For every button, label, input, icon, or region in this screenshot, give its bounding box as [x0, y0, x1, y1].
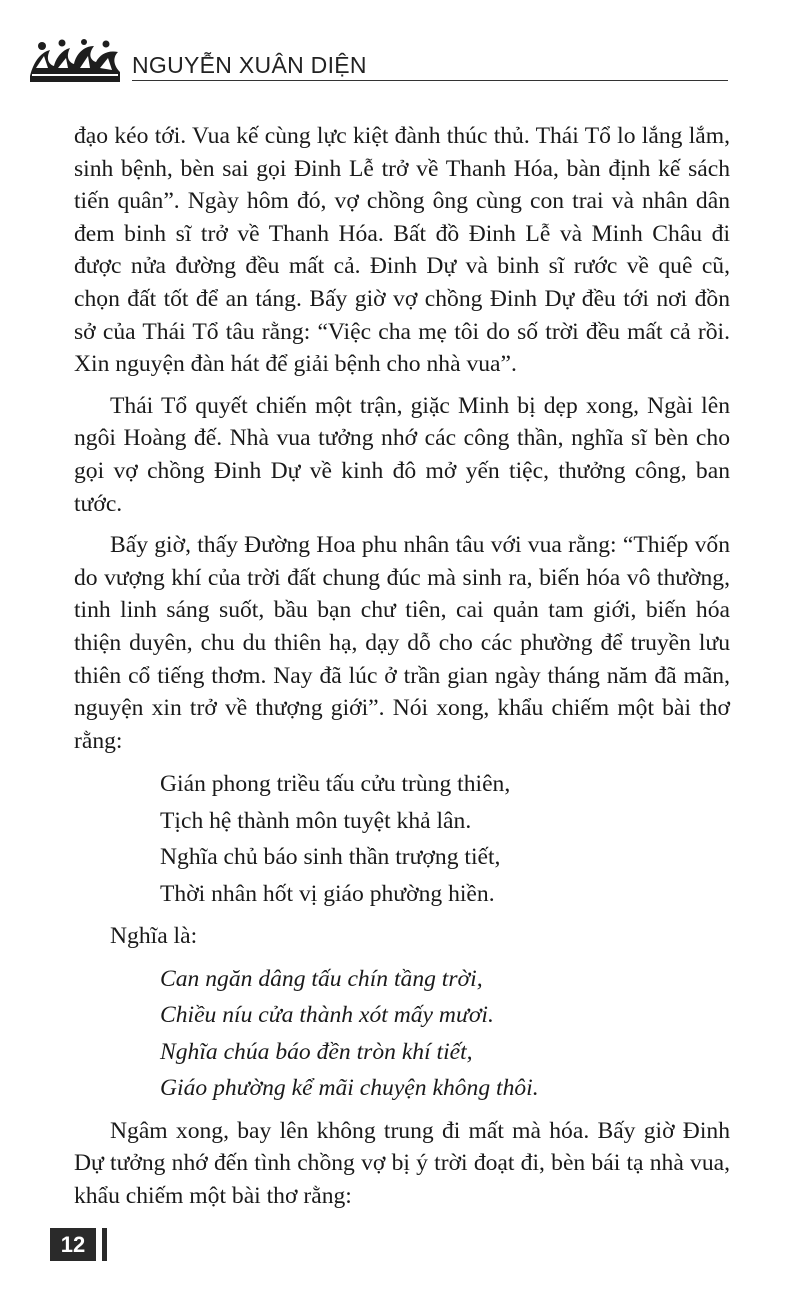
folio-bar: [102, 1228, 107, 1261]
paragraph-1: đạo kéo tới. Vua kế cùng lực kiệt đành thúc thủ. Thái Tổ lo lắng lắm, sinh bệnh, bèn sai gọi Đinh Lễ trở về Thanh Hóa, bàn định kế sách tiến quân”. Ngày hôm đó, vợ chồng ông cùng con trai và nhân dân đem binh sĩ trở về Thanh Hóa. Bất đồ Đinh Lễ và Minh Châu đi được nửa đường đều mất cả. Đinh Dự và binh sĩ rước về quê cũ, chọn đất tốt để an táng. Bấy giờ vợ chồng Đinh Dự đều tới nơi đồn sở của Thái Tổ tâu rằng: “Việc cha mẹ tôi do số trời đều mất cả rồi. Xin nguyện đàn hát để giải bệnh cho nhà vua”.: [74, 123, 730, 378]
paragraph-2: Thái Tổ quyết chiến một trận, giặc Minh bị dẹp xong, Ngài lên ngôi Hoàng đế. Nhà vua tưởng nhớ các công thần, nghĩa sĩ bèn cho gọi vợ chồng Đinh Dự về kinh đô mở yến tiệc, thưởng công, ban tước.: [74, 392, 730, 517]
poem-line: Gián phong triều tấu cửu trùng thiên,: [160, 771, 511, 798]
poem-line: Chiều níu cửa thành xót mấy mươi.: [160, 1002, 494, 1029]
page-body: [74, 120, 730, 1222]
author-name: NGUYỄN XUÂN DIỆN: [132, 52, 367, 78]
meaning-label: Nghĩa là:: [110, 923, 198, 950]
running-header: [28, 36, 728, 88]
poem-line: Tịch hệ thành môn tuyệt khả lân.: [160, 807, 472, 834]
paragraph-3: Bấy giờ, thấy Đường Hoa phu nhân tâu với vua rằng: “Thiếp vốn do vượng khí của trời đất chung đúc mà sinh ra, biến hóa vô thường, tinh linh sáng suốt, bầu bạn chư tiên, cai quản tam giới, biến hóa thiện duyên, chu du thiên hạ, dạy dỗ cho các phường để truyền lưu thiên cổ tiếng thơm. Nay đã lúc ở trần gian ngày tháng năm đã mãn, nguyện xin trở về thượng giới”. Nói xong, khẩu chiếm một bài thơ rằng:: [74, 532, 730, 754]
poem-original: [160, 766, 730, 912]
poem-line: Nghĩa chúa báo đền tròn khí tiết,: [160, 1038, 473, 1065]
poem-line: Giáo phường kể mãi chuyện không thôi.: [160, 1075, 539, 1102]
poem-translation: [160, 961, 730, 1107]
page-number: 12: [50, 1228, 96, 1261]
poem-line: Thời nhân hốt vị giáo phường hiền.: [160, 880, 495, 907]
paragraph-4: Ngâm xong, bay lên không trung đi mất mà hóa. Bấy giờ Đinh Dự tưởng nhớ đến tình chồng vợ bị ý trời đoạt đi, bèn bái tạ nhà vua, khẩu chiếm một bài thơ rằng:: [74, 1117, 730, 1210]
poem-line: Nghĩa chủ báo sinh thần trượng tiết,: [160, 844, 501, 871]
poem-line: Can ngăn dâng tấu chín tầng trời,: [160, 965, 483, 992]
decorative-ornament-icon: [28, 38, 122, 84]
page-folio: [50, 1228, 107, 1261]
header-rule: [132, 80, 728, 81]
